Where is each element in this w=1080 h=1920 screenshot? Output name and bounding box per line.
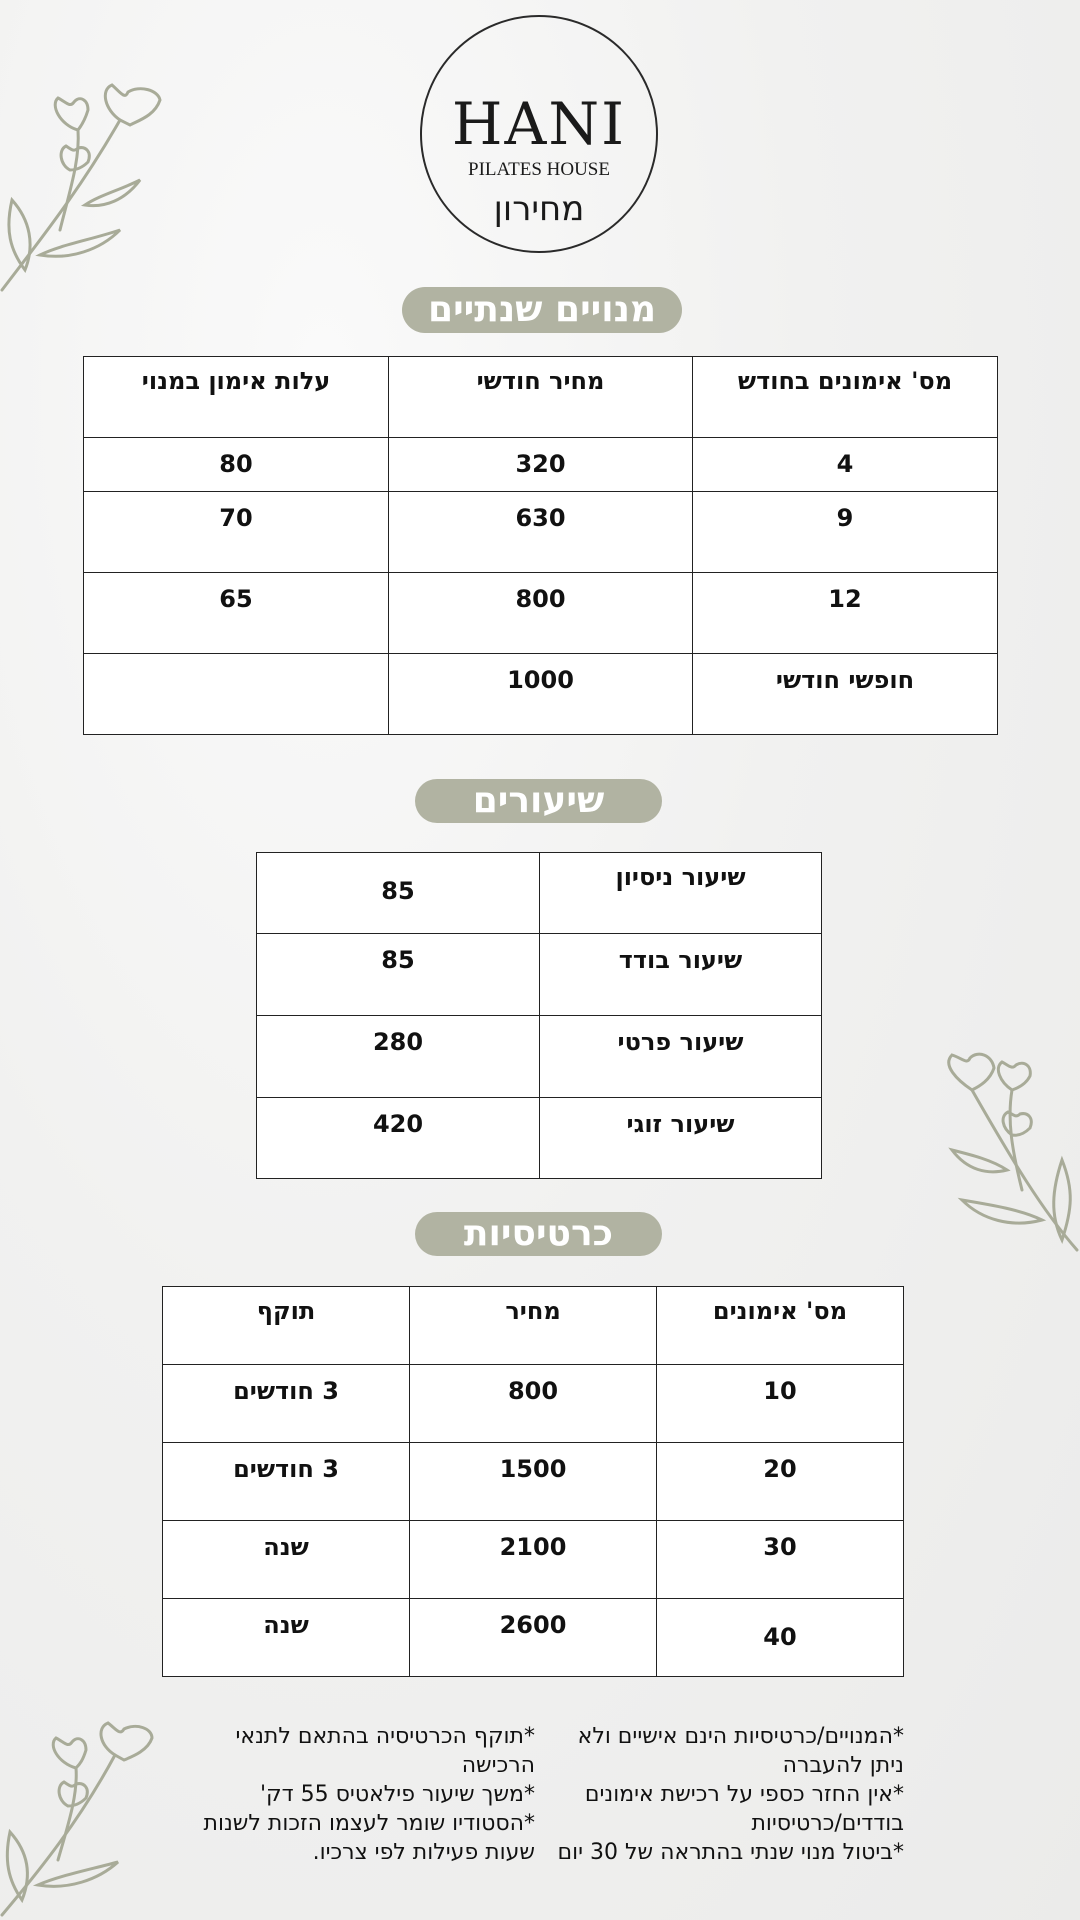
table-cell: 9	[693, 492, 998, 573]
header-cell: מחיר חודשי	[389, 357, 693, 438]
note-line: *הסטודיו שומר לעצמו הזכות לשנות שעות פעילות לפי צרכיו.	[203, 1811, 535, 1865]
table-cell: שיעור בודד	[540, 934, 822, 1016]
logo-circle	[420, 15, 658, 253]
table-row	[257, 1016, 822, 1098]
table-cell: 4	[693, 438, 998, 492]
header-cell: עלות אימון במנוי	[84, 357, 389, 438]
table-cell: 1500	[410, 1443, 657, 1521]
note-line: *ביטול מנוי שנתי בהתראה של 30 יום	[557, 1840, 904, 1865]
table-cell: 40	[657, 1599, 904, 1677]
note-line: *אין החזר כספי על רכישת אימונים בודדים/כרטיסיות	[584, 1782, 904, 1836]
table-cell: 3 חודשים	[163, 1365, 410, 1443]
table-row	[163, 1599, 904, 1677]
table-header-row	[163, 1287, 904, 1365]
table-cell: 30	[657, 1521, 904, 1599]
table-row	[257, 1098, 822, 1179]
table-row	[84, 573, 998, 654]
lessons-table	[256, 852, 822, 1179]
notes-right-column	[548, 1722, 904, 1867]
header-cell: תוקף	[163, 1287, 410, 1365]
note-line: *תוקף הכרטיסיה בהתאם לתנאי הרכישה	[235, 1724, 535, 1778]
table-cell: 10	[657, 1365, 904, 1443]
flower-decoration-bottom-left	[0, 1720, 160, 1920]
table-cell: 320	[389, 438, 693, 492]
table-cell: שנה	[163, 1521, 410, 1599]
table-cell: 800	[410, 1365, 657, 1443]
table-cell: שנה	[163, 1599, 410, 1677]
annual-memberships-table	[83, 356, 998, 735]
table-row	[84, 438, 998, 492]
note-line: *משך שיעור פילאטיס 55 דק'	[259, 1782, 535, 1807]
table-row	[257, 853, 822, 934]
table-row	[163, 1521, 904, 1599]
table-cell: 20	[657, 1443, 904, 1521]
table-row	[84, 492, 998, 573]
table-row	[163, 1443, 904, 1521]
table-cell: 280	[257, 1016, 540, 1098]
cards-section-title: כרטיסיות	[415, 1212, 662, 1256]
notes-left-column	[190, 1722, 535, 1867]
table-cell: 1000	[389, 654, 693, 735]
logo-subtitle: PILATES HOUSE	[468, 159, 610, 180]
table-cell: 85	[257, 853, 540, 934]
price-list-caption: מחירון	[493, 189, 585, 229]
table-cell: 630	[389, 492, 693, 573]
table-cell: 3 חודשים	[163, 1443, 410, 1521]
table-cell: 2600	[410, 1599, 657, 1677]
table-row	[163, 1365, 904, 1443]
table-cell: חופשי חודשי	[693, 654, 998, 735]
table-cell: 800	[389, 573, 693, 654]
table-row	[257, 934, 822, 1016]
table-cell: שיעור זוגי	[540, 1098, 822, 1179]
note-line: *המנויים/כרטיסיות הינם אישיים ולא ניתן להעברה	[577, 1724, 904, 1778]
table-cell: 85	[257, 934, 540, 1016]
header-cell: מחיר	[410, 1287, 657, 1365]
table-cell: 65	[84, 573, 389, 654]
table-cell: 420	[257, 1098, 540, 1179]
logo-name: HANI	[451, 90, 627, 158]
header-cell: מס' אימונים בחודש	[693, 357, 998, 438]
table-cell: 2100	[410, 1521, 657, 1599]
table-cell: שיעור פרטי	[540, 1016, 822, 1098]
punch-cards-table	[162, 1286, 904, 1677]
table-cell: 12	[693, 573, 998, 654]
table-cell	[84, 654, 389, 735]
table-row	[84, 654, 998, 735]
table-cell: 70	[84, 492, 389, 573]
flower-decoration-top-left	[0, 80, 170, 300]
flower-decoration-right	[912, 1040, 1080, 1260]
annual-section-title: מנויים שנתיים	[402, 287, 682, 333]
table-cell: 80	[84, 438, 389, 492]
header-cell: מס' אימונים	[657, 1287, 904, 1365]
table-header-row	[84, 357, 998, 438]
lessons-section-title: שיעורים	[415, 779, 662, 823]
table-cell: שיעור ניסיון	[540, 853, 822, 934]
